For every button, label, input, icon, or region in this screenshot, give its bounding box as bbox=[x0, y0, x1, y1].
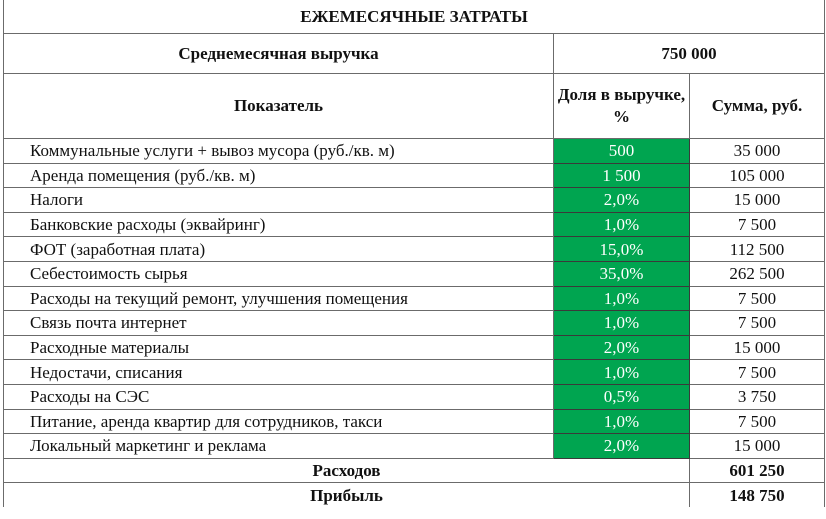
row-name[interactable]: Расходные материалы bbox=[4, 335, 554, 360]
row-sum[interactable]: 7 500 bbox=[690, 409, 825, 434]
row-sum[interactable]: 7 500 bbox=[690, 360, 825, 385]
table-row bbox=[4, 434, 825, 459]
row-name[interactable]: Коммунальные услуги + вывоз мусора (руб./кв. м) bbox=[4, 139, 554, 164]
table-row bbox=[4, 360, 825, 385]
row-name[interactable]: Расходы на текущий ремонт, улучшения помещения bbox=[4, 286, 554, 311]
table-row bbox=[4, 311, 825, 336]
row-share[interactable]: 35,0% bbox=[554, 261, 690, 286]
table-row bbox=[4, 335, 825, 360]
profit-label[interactable]: Прибыль bbox=[4, 483, 690, 507]
profit-row bbox=[4, 483, 825, 507]
row-sum[interactable]: 7 500 bbox=[690, 286, 825, 311]
row-sum[interactable]: 15 000 bbox=[690, 434, 825, 459]
row-share[interactable]: 2,0% bbox=[554, 335, 690, 360]
row-name[interactable]: Локальный маркетинг и реклама bbox=[4, 434, 554, 459]
table-row bbox=[4, 286, 825, 311]
row-share[interactable]: 1,0% bbox=[554, 212, 690, 237]
table-title[interactable]: ЕЖЕМЕСЯЧНЫЕ ЗАТРАТЫ bbox=[4, 0, 825, 34]
monthly-costs-table bbox=[3, 0, 825, 507]
row-share[interactable]: 1 500 bbox=[554, 163, 690, 188]
row-sum[interactable]: 3 750 bbox=[690, 384, 825, 409]
row-share[interactable]: 0,5% bbox=[554, 384, 690, 409]
row-name[interactable]: Питание, аренда квартир для сотрудников, такси bbox=[4, 409, 554, 434]
header-row bbox=[4, 74, 825, 139]
row-name[interactable]: Связь почта интернет bbox=[4, 311, 554, 336]
row-share[interactable]: 1,0% bbox=[554, 286, 690, 311]
row-share[interactable]: 1,0% bbox=[554, 409, 690, 434]
table-row bbox=[4, 188, 825, 213]
table-row bbox=[4, 237, 825, 262]
row-sum[interactable]: 35 000 bbox=[690, 139, 825, 164]
row-sum[interactable]: 7 500 bbox=[690, 212, 825, 237]
row-sum[interactable]: 112 500 bbox=[690, 237, 825, 262]
revenue-label[interactable]: Среднемесячная выручка bbox=[4, 34, 554, 74]
row-name[interactable]: Аренда помещения (руб./кв. м) bbox=[4, 163, 554, 188]
row-name[interactable]: Расходы на СЭС bbox=[4, 384, 554, 409]
row-name[interactable]: Банковские расходы (эквайринг) bbox=[4, 212, 554, 237]
row-sum[interactable]: 7 500 bbox=[690, 311, 825, 336]
table-row bbox=[4, 163, 825, 188]
revenue-row bbox=[4, 34, 825, 74]
monthly-costs-sheet bbox=[3, 0, 824, 507]
profit-value[interactable]: 148 750 bbox=[690, 483, 825, 507]
table-title-row bbox=[4, 0, 825, 34]
table-row bbox=[4, 139, 825, 164]
row-name[interactable]: Недостачи, списания bbox=[4, 360, 554, 385]
row-name[interactable]: Налоги bbox=[4, 188, 554, 213]
revenue-value[interactable]: 750 000 bbox=[554, 34, 825, 74]
row-sum[interactable]: 105 000 bbox=[690, 163, 825, 188]
expenses-total-row bbox=[4, 458, 825, 483]
row-share[interactable]: 15,0% bbox=[554, 237, 690, 262]
header-sum[interactable]: Сумма, руб. bbox=[690, 74, 825, 139]
header-share[interactable]: Доля в выручке, % bbox=[554, 74, 690, 139]
table-row bbox=[4, 384, 825, 409]
expenses-total-label[interactable]: Расходов bbox=[4, 458, 690, 483]
table-row bbox=[4, 409, 825, 434]
table-row bbox=[4, 212, 825, 237]
row-share[interactable]: 500 bbox=[554, 139, 690, 164]
table-row bbox=[4, 261, 825, 286]
row-name[interactable]: ФОТ (заработная плата) bbox=[4, 237, 554, 262]
row-name[interactable]: Себестоимость сырья bbox=[4, 261, 554, 286]
row-sum[interactable]: 15 000 bbox=[690, 335, 825, 360]
expenses-total-value[interactable]: 601 250 bbox=[690, 458, 825, 483]
row-share[interactable]: 2,0% bbox=[554, 188, 690, 213]
row-share[interactable]: 1,0% bbox=[554, 311, 690, 336]
row-share[interactable]: 1,0% bbox=[554, 360, 690, 385]
row-sum[interactable]: 15 000 bbox=[690, 188, 825, 213]
row-share[interactable]: 2,0% bbox=[554, 434, 690, 459]
row-sum[interactable]: 262 500 bbox=[690, 261, 825, 286]
header-indicator[interactable]: Показатель bbox=[4, 74, 554, 139]
